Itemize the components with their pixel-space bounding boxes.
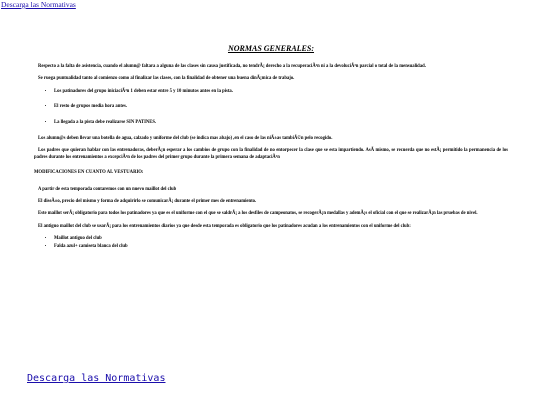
paragraph-diseno: El diseÃ±o, precio del mismo y forma de adquirirlo se comunicarÃ¡ durante el primer mes de entrenamiento. bbox=[38, 199, 257, 205]
puntualidad-list bbox=[34, 89, 508, 126]
paragraph-antiguo-maillot: El antiguo maillot del club se usarÃ¡ para los entrenamientos diarios ya que desde esta temporada es obligatorio que los patinadores acudan a los entrenamientos con el uniforme del club: bbox=[38, 223, 411, 229]
descarga-normativas-link-bottom[interactable]: Descarga las Normativas bbox=[27, 373, 166, 384]
paragraph-padres: Los padres que quieran hablar con las entrenadoras, deberÃ¡n esperar a los cambios de grupo con la finalidad de no entorpecer la clase que se esta impartiendo. AsÃ mismo, se recuerda que no estÃ¡ permitido la permanencia de los padres durante los entrenamientos a excepciÃ³n de los padres del primer grupo durante la primera semana de adaptaciÃ³n bbox=[34, 148, 508, 160]
descarga-normativas-link-top[interactable]: Descarga las Normativas bbox=[1, 0, 76, 9]
uniforme-list bbox=[34, 236, 508, 250]
list-item: • Los patinadores del grupo iniciaciÃ³n 1 deben estar entre 5 y 10 minutos antes en la pista. bbox=[54, 89, 508, 95]
heading-vestuario: MODIFICACIONES EN CUANTO AL VESTUARIO: bbox=[34, 170, 144, 176]
paragraph-obligatorio: Este maillot serÃ¡ obligatorio para todos los patinadores ya que es el uniforme con el que se saldrÃ¡ a los desfiles de campeonatos, se recogerÃ¡n medallas y ademÃ¡s el oficial con el que se realizarÃ¡n las pruebas de nivel. bbox=[38, 211, 478, 217]
list-item: • Maillot antiguo del club bbox=[54, 236, 508, 242]
list-item: • La llegada a la pista debe realizarse SIN PATINES. bbox=[54, 120, 508, 126]
paragraph-puntualidad: Se ruega puntualidad tanto al comienzo como al finalizar las clases, con la finalidad de obtener una buena dinÃ¡mica de trabajo. bbox=[38, 76, 295, 82]
paragraph-asistencia: Respecto a la falta de asistencia, cuando el alumn@ faltara a alguna de las clases sin causa justificada, no tendrÃ¡ derecho a la recuperaciÃ³n ni a la devoluciÃ³n parcial o total de la mensualidad. bbox=[38, 64, 426, 69]
normas-document bbox=[34, 44, 508, 256]
list-item: • El resto de grupos media hora antes. bbox=[54, 104, 508, 110]
paragraph-nuevo-maillot: A partir de esta temporada contaremos con un nuevo maillot del club bbox=[38, 186, 177, 192]
list-item: • Falda azul+ camiseta blanca del club bbox=[54, 244, 508, 250]
paragraph-material: Los alumn@s deben llevar una botella de agua, calzado y uniforme del club (se indica mas abajo) ,en el caso de las niÃ±as tambiÃ©n pelo recogido. bbox=[38, 136, 333, 142]
document-title: NORMAS GENERALES: bbox=[227, 44, 315, 53]
